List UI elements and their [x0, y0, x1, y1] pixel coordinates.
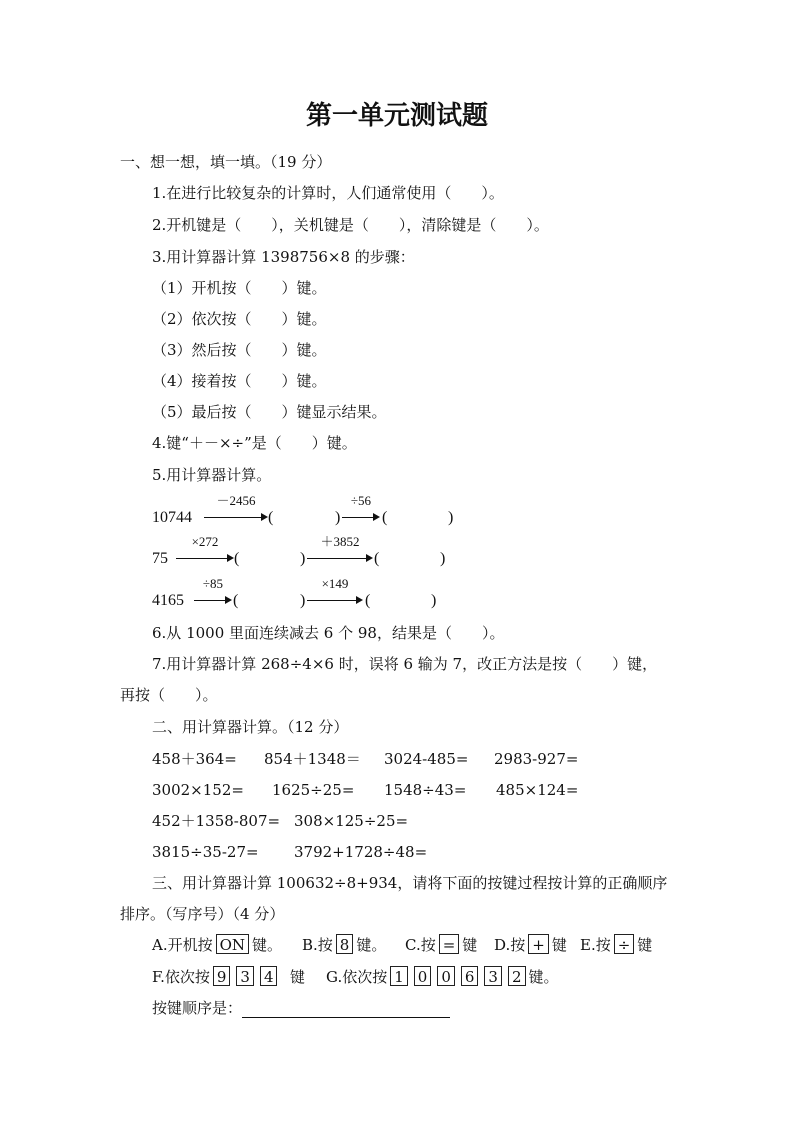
option-label: A.开机按	[152, 936, 213, 954]
key-option-f	[152, 966, 305, 987]
option-suffix: 键	[290, 968, 306, 986]
question-3: 3.用计算器计算 1398756×8 的步骤：	[152, 248, 415, 266]
calc-chain-1	[152, 493, 472, 530]
calc-item: 1548÷43=	[384, 781, 467, 799]
calc-row-2	[0, 780, 794, 800]
answer-paren-open: (	[268, 509, 274, 526]
calc-item: 452＋1358-807=	[152, 812, 281, 830]
digit-3-key: 3	[236, 966, 254, 986]
key-option-b	[302, 934, 386, 955]
calc-item: 3792+1728÷48=	[294, 843, 428, 861]
calc-row-1	[0, 749, 794, 769]
calc-item: 854＋1348＝	[264, 750, 361, 768]
question-1: 1.在进行比较复杂的计算时，人们通常使用（ ）。	[152, 184, 504, 202]
calc-item: 3002×152=	[152, 781, 244, 799]
calc-item: 1625÷25=	[272, 781, 355, 799]
option-label: E.按	[580, 936, 611, 954]
question-3-step-1: （1）开机按（ ）键。	[152, 279, 327, 297]
arrow	[194, 576, 232, 611]
question-2: 2.开机键是（ ），关机键是（ ），清除键是（ ）。	[152, 216, 549, 234]
digit-3-key: 3	[484, 966, 502, 986]
section3-heading-line-2: 排序。（写序号）（4 分）	[120, 905, 285, 923]
chain-start-number: 10744	[152, 509, 192, 526]
equals-key: =	[439, 934, 460, 954]
option-label: B.按	[302, 936, 333, 954]
option-label: D.按	[494, 936, 526, 954]
page-title: 第一单元测试题	[305, 101, 488, 131]
question-7-line-2: 再按（ ）。	[120, 686, 218, 704]
section1-heading: 一、想一想，填一填。（19 分）	[120, 153, 332, 171]
answer-paren-open: (	[382, 509, 388, 526]
section2-heading: 二、用计算器计算。（12 分）	[152, 718, 349, 736]
option-suffix: 键	[551, 936, 567, 954]
question-6: 6.从 1000 里面连续减去 6 个 98，结果是（ ）。	[152, 624, 505, 642]
calc-item: 3815÷35-27=	[152, 843, 259, 861]
calc-item: 2983-927=	[494, 750, 579, 768]
arrow	[204, 493, 268, 528]
arrow-operation: ×149	[321, 576, 349, 591]
calc-item: 308×125÷25=	[294, 812, 409, 830]
arrow-operation: ×272	[191, 534, 219, 549]
question-7-line-1: 7.用计算器计算 268÷4×6 时，误将 6 输为 7，改正方法是按（ ）键，	[152, 655, 658, 673]
arrow	[342, 493, 380, 528]
arrow	[307, 576, 363, 611]
digit-0-key: 0	[414, 966, 432, 986]
calc-row-3	[0, 811, 794, 831]
chain-start-number: 75	[152, 550, 168, 567]
answer-paren-close: )	[431, 592, 437, 609]
key-option-a	[152, 934, 282, 955]
digit-6-key: 6	[461, 966, 479, 986]
arrow-operation: ÷85	[202, 576, 224, 591]
chain-start-number: 4165	[152, 592, 184, 609]
question-5: 5.用计算器计算。	[152, 466, 272, 484]
option-label: C.按	[405, 936, 436, 954]
option-suffix: 键。	[528, 968, 559, 986]
calc-item: 458＋364=	[152, 750, 237, 768]
divide-key: ÷	[614, 934, 635, 954]
key-option-d	[494, 934, 567, 955]
answer-paren-close: )	[440, 550, 446, 567]
answer-paren-open: (	[374, 550, 380, 567]
answer-label: 按键顺序是：	[152, 999, 243, 1017]
answer-paren-close: )	[300, 592, 306, 609]
arrow	[307, 534, 373, 569]
answer-paren-open: (	[234, 550, 240, 567]
question-3-step-5: （5）最后按（ ）键显示结果。	[152, 403, 387, 421]
question-3-step-4: （4）接着按（ ）键。	[152, 372, 327, 390]
answer-paren-open: (	[233, 592, 239, 609]
question-3-step-2: （2）依次按（ ）键。	[152, 310, 327, 328]
answer-line	[152, 998, 450, 1018]
arrow-operation: ÷56	[350, 493, 372, 508]
digit-2-key: 2	[508, 966, 526, 986]
key-option-g	[326, 966, 559, 987]
calc-row-4	[0, 842, 794, 862]
arrow-operation: ＋3852	[320, 534, 360, 549]
plus-key: +	[528, 934, 549, 954]
calc-chain-3	[152, 576, 472, 613]
calc-item: 3024-485=	[384, 750, 469, 768]
digit-1-key: 1	[390, 966, 408, 986]
answer-paren-close: )	[300, 550, 306, 567]
answer-paren-close: )	[335, 509, 341, 526]
calc-chain-2	[152, 534, 472, 571]
option-suffix: 键	[462, 936, 478, 954]
answer-paren-open: (	[365, 592, 371, 609]
section3-heading-line-1: 三、用计算器计算 100632÷8+934，请将下面的按键过程按计算的正确顺序	[152, 874, 668, 892]
on-key: ON	[216, 934, 249, 954]
option-suffix: 键	[637, 936, 653, 954]
digit-9-key: 9	[213, 966, 231, 986]
answer-paren-close: )	[448, 509, 454, 526]
calc-item: 485×124=	[496, 781, 579, 799]
key-option-c	[405, 934, 477, 955]
arrow	[176, 534, 234, 569]
arrow-operation: －2456	[216, 493, 256, 508]
digit-0-key: 0	[437, 966, 455, 986]
digit-8-key: 8	[336, 934, 354, 954]
question-3-step-3: （3）然后按（ ）键。	[152, 341, 327, 359]
option-label: F.依次按	[152, 968, 210, 986]
digit-4-key: 4	[260, 966, 278, 986]
option-label: G.依次按	[326, 968, 388, 986]
key-option-e	[580, 934, 652, 955]
option-suffix: 键。	[252, 936, 283, 954]
question-4: 4.键“＋－×÷”是（ ）键。	[152, 434, 357, 452]
option-suffix: 键。	[356, 936, 387, 954]
answer-blank[interactable]	[242, 1003, 450, 1018]
